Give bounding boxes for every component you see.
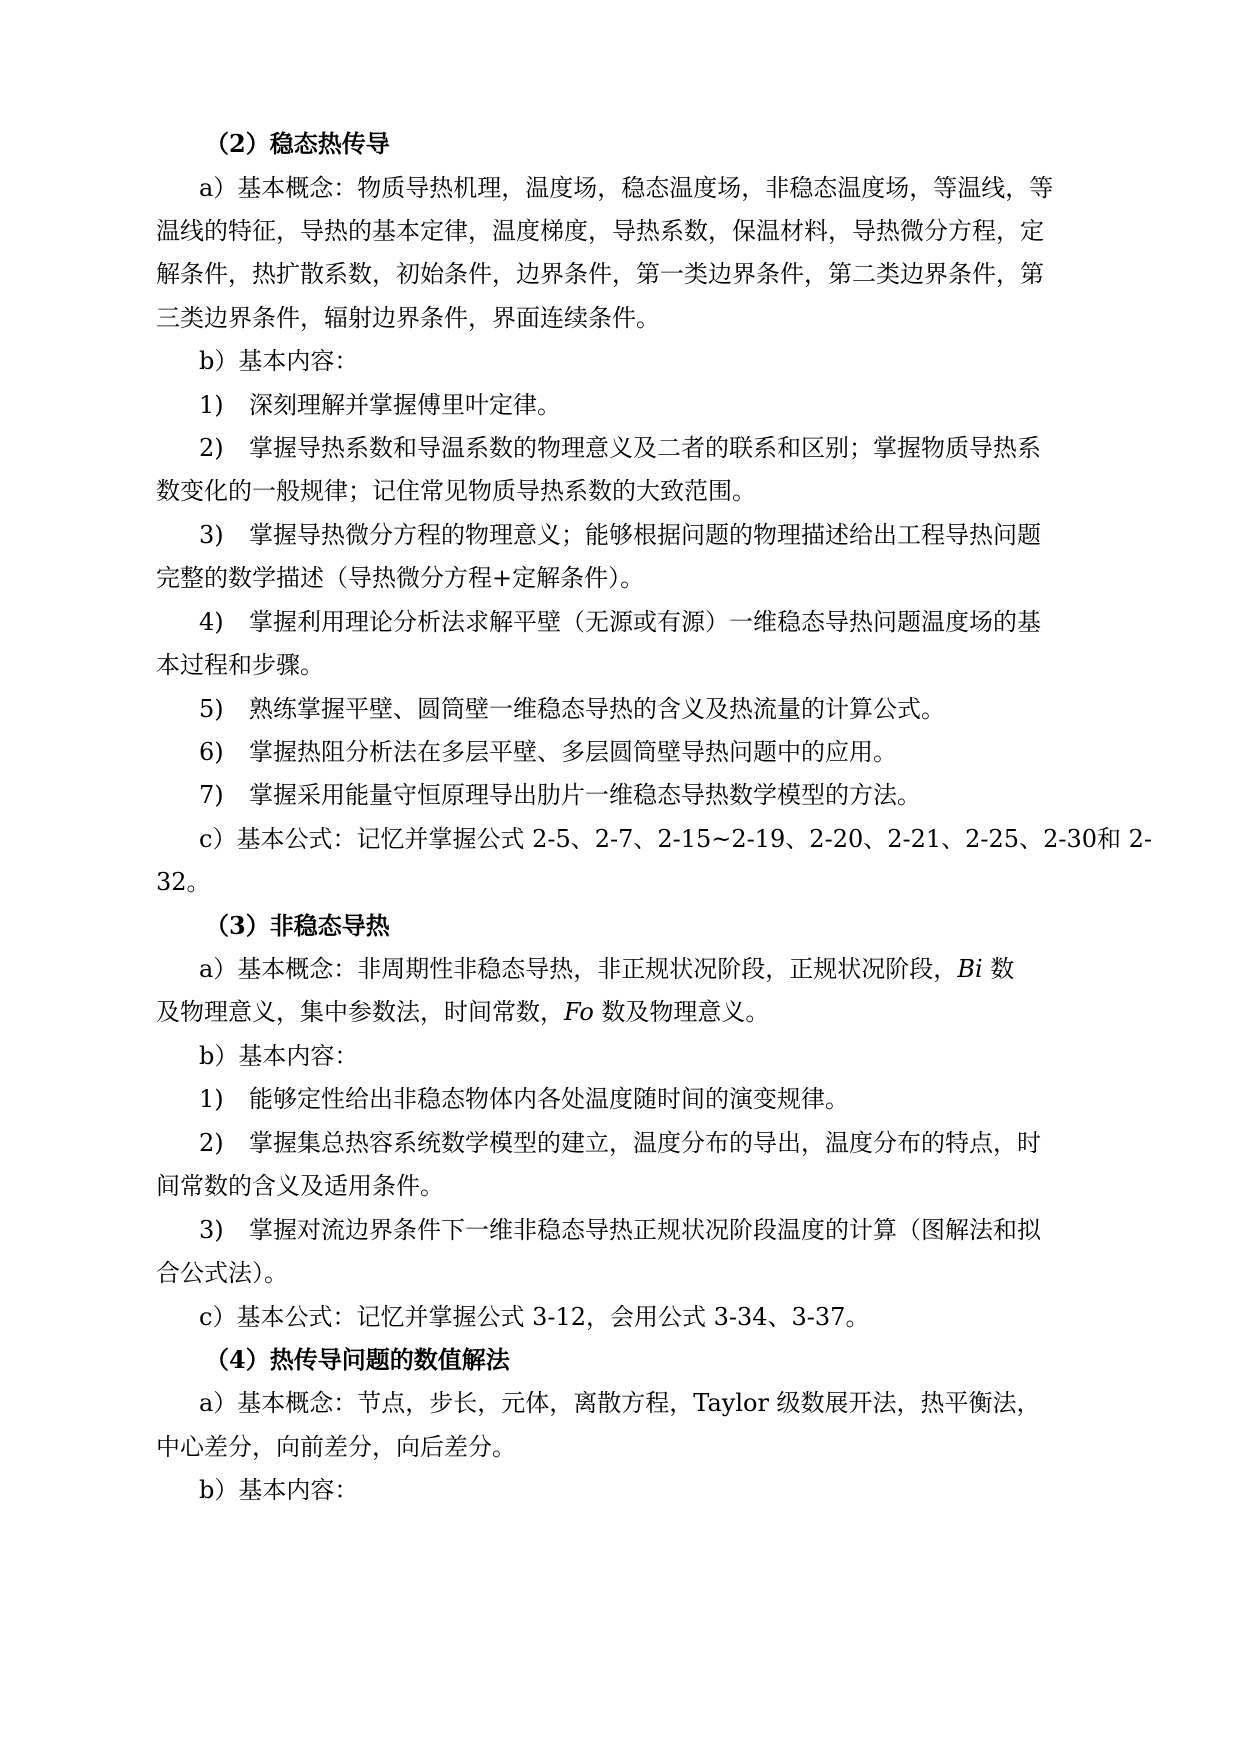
item-text: 掌握采用能量守恒原理导出肋片一维稳态导热数学模型的方法。: [249, 781, 921, 809]
section-3-heading: （3）非稳态导热: [205, 911, 390, 940]
section-2-concepts-line-1: a）基本概念：物质导热机理，温度场，稳态温度场，非稳态温度场，等温线，等: [199, 174, 1054, 202]
section-2-concepts-line-3: 解条件，热扩散系数，初始条件，边界条件，第一类边界条件，第二类边界条件，第: [156, 260, 1044, 288]
text-segment: 数: [982, 955, 1015, 983]
section-4-concepts-line-1: a）基本概念：节点，步长，元体，离散方程，Taylor 级数展开法，热平衡法，: [199, 1389, 1041, 1417]
item-number: 2): [199, 434, 224, 462]
item-number: 5): [199, 695, 224, 723]
fourier-number-symbol: Fo: [564, 998, 594, 1026]
item-number: 3): [199, 521, 224, 549]
text-segment: 及物理意义，集中参数法，时间常数，: [156, 998, 564, 1026]
section-2-formulas-line-1: c）基本公式：记忆并掌握公式 2-5、2-7、2-15~2-19、2-20、2-21、2-25、2-30和 2-: [199, 825, 1152, 853]
item-text: 掌握集总热容系统数学模型的建立，温度分布的导出，温度分布的特点，时: [249, 1129, 1041, 1157]
item-number: 7): [199, 781, 224, 809]
item-text: 掌握利用理论分析法求解平壁（无源或有源）一维稳态导热问题温度场的基: [249, 608, 1041, 636]
section-2-item-2-cont: 数变化的一般规律；记住常见物质导热系数的大致范围。: [156, 477, 756, 505]
section-2-item-2: [199, 433, 1041, 463]
item-number: 1): [199, 1085, 224, 1113]
text-segment: a）基本概念：非周期性非稳态导热，非正规状况阶段，正规状况阶段，: [199, 955, 958, 983]
section-3-content-label: b）基本内容：: [199, 1042, 359, 1070]
item-text: 掌握对流边界条件下一维非稳态导热正规状况阶段温度的计算（图解法和拟: [249, 1216, 1041, 1244]
item-text: 掌握导热系数和导温系数的物理意义及二者的联系和区别；掌握物质导热系: [249, 434, 1041, 462]
section-2-content-label: b）基本内容：: [199, 347, 359, 375]
section-2-heading: （2）稳态热传导: [205, 129, 390, 158]
section-4-content-label: b）基本内容：: [199, 1476, 359, 1504]
section-3-item-1: [199, 1084, 849, 1114]
section-2-formulas-line-2: 32。: [156, 868, 211, 896]
text-segment: 数及物理意义。: [593, 998, 770, 1026]
item-number: 2): [199, 1129, 224, 1157]
biot-number-symbol: Bi: [957, 955, 983, 983]
section-2-item-3: [199, 520, 1041, 550]
section-3-item-3-cont: 合公式法）。: [156, 1259, 288, 1287]
section-3-item-2-cont: 间常数的含义及适用条件。: [156, 1172, 444, 1200]
section-2-item-7: [199, 780, 921, 810]
item-number: 4): [199, 608, 224, 636]
item-text: 掌握导热微分方程的物理意义；能够根据问题的物理描述给出工程导热问题: [249, 521, 1041, 549]
item-text: 熟练掌握平壁、圆筒壁一维稳态导热的含义及热流量的计算公式。: [249, 695, 945, 723]
section-2-concepts-line-4: 三类边界条件，辐射边界条件，界面连续条件。: [156, 304, 660, 332]
item-number: 1): [199, 391, 224, 419]
section-2-concepts-line-2: 温线的特征，导热的基本定律，温度梯度，导热系数，保温材料，导热微分方程，定: [156, 217, 1044, 245]
section-2-item-3-cont: 完整的数学描述（导热微分方程+定解条件）。: [156, 564, 645, 592]
section-2-item-5: [199, 694, 945, 724]
item-number: 6): [199, 738, 224, 766]
section-2-item-4-cont: 本过程和步骤。: [156, 651, 324, 679]
section-3-formulas-line: c）基本公式：记忆并掌握公式 3-12，会用公式 3-34、3-37。: [199, 1303, 870, 1331]
section-3-item-3: [199, 1215, 1041, 1245]
item-text: 能够定性给出非稳态物体内各处温度随时间的演变规律。: [249, 1085, 849, 1113]
item-text: 深刻理解并掌握傅里叶定律。: [249, 391, 561, 419]
section-3-concepts-line-1: [199, 954, 1014, 984]
item-number: 3): [199, 1216, 224, 1244]
section-2-item-4: [199, 607, 1041, 637]
section-2-item-1: [199, 390, 561, 420]
section-4-concepts-line-2: 中心差分，向前差分，向后差分。: [156, 1433, 516, 1461]
section-3-concepts-line-2: [156, 997, 769, 1027]
section-3-item-2: [199, 1128, 1041, 1158]
section-4-heading: （4）热传导问题的数值解法: [205, 1345, 510, 1374]
section-2-item-6: [199, 737, 897, 767]
item-text: 掌握热阻分析法在多层平壁、多层圆筒壁导热问题中的应用。: [249, 738, 897, 766]
